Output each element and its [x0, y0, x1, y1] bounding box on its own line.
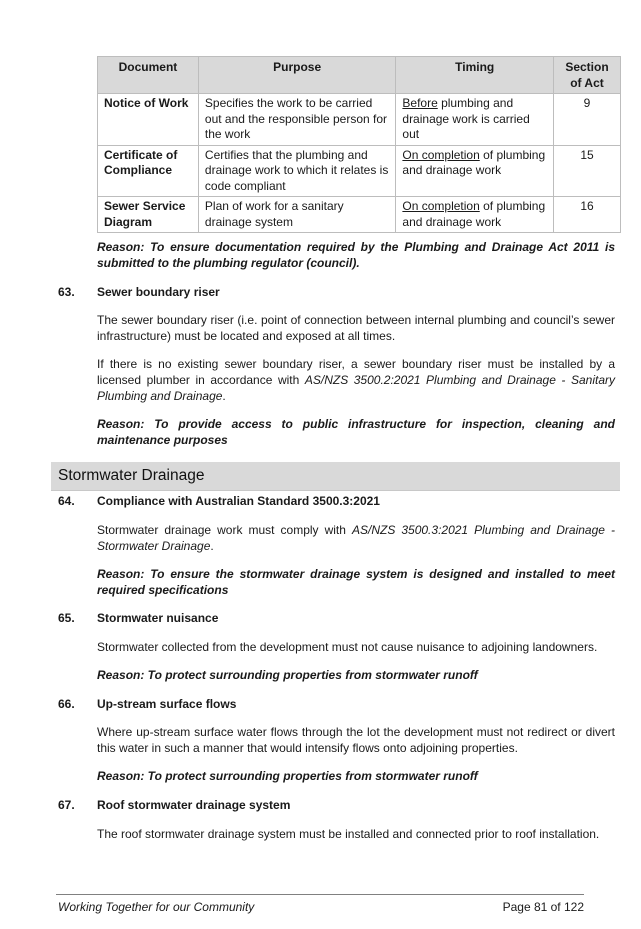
condition-title-66: Up-stream surface flows — [97, 697, 237, 711]
section-header-bar — [51, 462, 620, 491]
condition-title-67: Roof stormwater drainage system — [97, 798, 291, 812]
paragraph-63-2 — [97, 356, 615, 404]
cell-section: 16 — [554, 197, 621, 233]
paragraph-63-1: The sewer boundary riser (i.e. point of connection between internal plumbing and council’s sewer infrastructure) must be located and exposed at all times. — [97, 313, 615, 343]
reason-66: Reason: To protect surrounding properties from stormwater runoff — [97, 769, 478, 783]
cell-timing — [396, 197, 554, 233]
cell-purpose: Plan of work for a sanitary drainage system — [198, 197, 395, 233]
reason-table: Reason: To ensure documentation required by the Plumbing and Drainage Act 2011 is submitted to the plumbing regulator (council). — [97, 240, 615, 270]
reason-64: Reason: To ensure the stormwater drainage system is designed and installed to meet required specifications — [97, 567, 615, 597]
timing-underlined: Before — [402, 96, 438, 110]
header-document: Document — [98, 57, 199, 94]
documents-table — [97, 56, 621, 233]
header-section-of-act: Section of Act — [554, 57, 621, 94]
condition-number-66: 66. — [58, 697, 75, 711]
timing-rest: of plumbing and drainage work — [402, 147, 546, 177]
reason-63: Reason: To provide access to public infrastructure for inspection, cleaning and maintenance purposes — [97, 417, 615, 447]
condition-title-64: Compliance with Australian Standard 3500.3:2021 — [97, 494, 380, 508]
paragraph-63-2-text: If there is no existing sewer boundary riser, a sewer boundary riser must be installed by a licensed plumber in accordance with — [97, 357, 615, 387]
footer-tagline: Working Together for our Community — [58, 900, 255, 914]
cell-section: 15 — [554, 145, 621, 197]
paragraph-64-1-end: . — [210, 539, 214, 553]
cell-timing — [396, 94, 554, 146]
cell-purpose: Certifies that the plumbing and drainage work to which it relates is code compliant — [198, 145, 395, 197]
timing-rest: plumbing and drainage work is carried out — [402, 96, 530, 141]
paragraph-63-2-end: . — [222, 389, 226, 403]
condition-number-64: 64. — [58, 494, 75, 508]
condition-title-65: Stormwater nuisance — [97, 611, 219, 625]
cell-timing — [396, 145, 554, 197]
header-purpose: Purpose — [198, 57, 395, 94]
cell-section: 9 — [554, 94, 621, 146]
timing-rest: of plumbing and drainage work — [402, 199, 546, 229]
timing-underlined: On completion — [402, 147, 480, 162]
table-row — [98, 145, 621, 197]
table-row — [98, 94, 621, 146]
header-timing: Timing — [396, 57, 554, 94]
paragraph-66-1: Where up-stream surface water flows through the lot the development must not redirect or divert this water in such a manner that would intensify flows onto adjoining properties. — [97, 725, 615, 755]
paragraph-64-1 — [97, 522, 615, 554]
standard-reference: AS/NZS 3500.2:2021 Plumbing and Drainage - Sanitary Plumbing and Drainage — [97, 373, 615, 403]
paragraph-65-1: Stormwater collected from the development must not cause nuisance to adjoining landowners. — [97, 640, 598, 654]
condition-number-65: 65. — [58, 611, 75, 625]
timing-underlined: On completion — [402, 199, 480, 213]
paragraph-67-1: The roof stormwater drainage system must be installed and connected prior to roof installation. — [97, 827, 600, 841]
page-number: Page 81 of 122 — [502, 900, 584, 914]
table-header-row — [98, 57, 621, 94]
standard-reference: AS/NZS 3500.3:2021 Plumbing and Drainage - Stormwater Drainage — [97, 523, 615, 553]
condition-number-67: 67. — [58, 798, 75, 812]
cell-document: Certificate of Compliance — [98, 145, 199, 197]
cell-document: Notice of Work — [98, 94, 199, 146]
condition-title-63: Sewer boundary riser — [97, 285, 220, 299]
table-row — [98, 197, 621, 233]
footer-divider — [56, 894, 584, 895]
condition-number-63: 63. — [58, 285, 75, 299]
reason-65: Reason: To protect surrounding properties from stormwater runoff — [97, 668, 478, 682]
section-title: Stormwater Drainage — [58, 467, 205, 484]
cell-document: Sewer Service Diagram — [98, 197, 199, 233]
paragraph-64-1-text: Stormwater drainage work must comply with — [97, 523, 352, 537]
cell-purpose: Specifies the work to be carried out and the responsible person for the work — [198, 94, 395, 146]
